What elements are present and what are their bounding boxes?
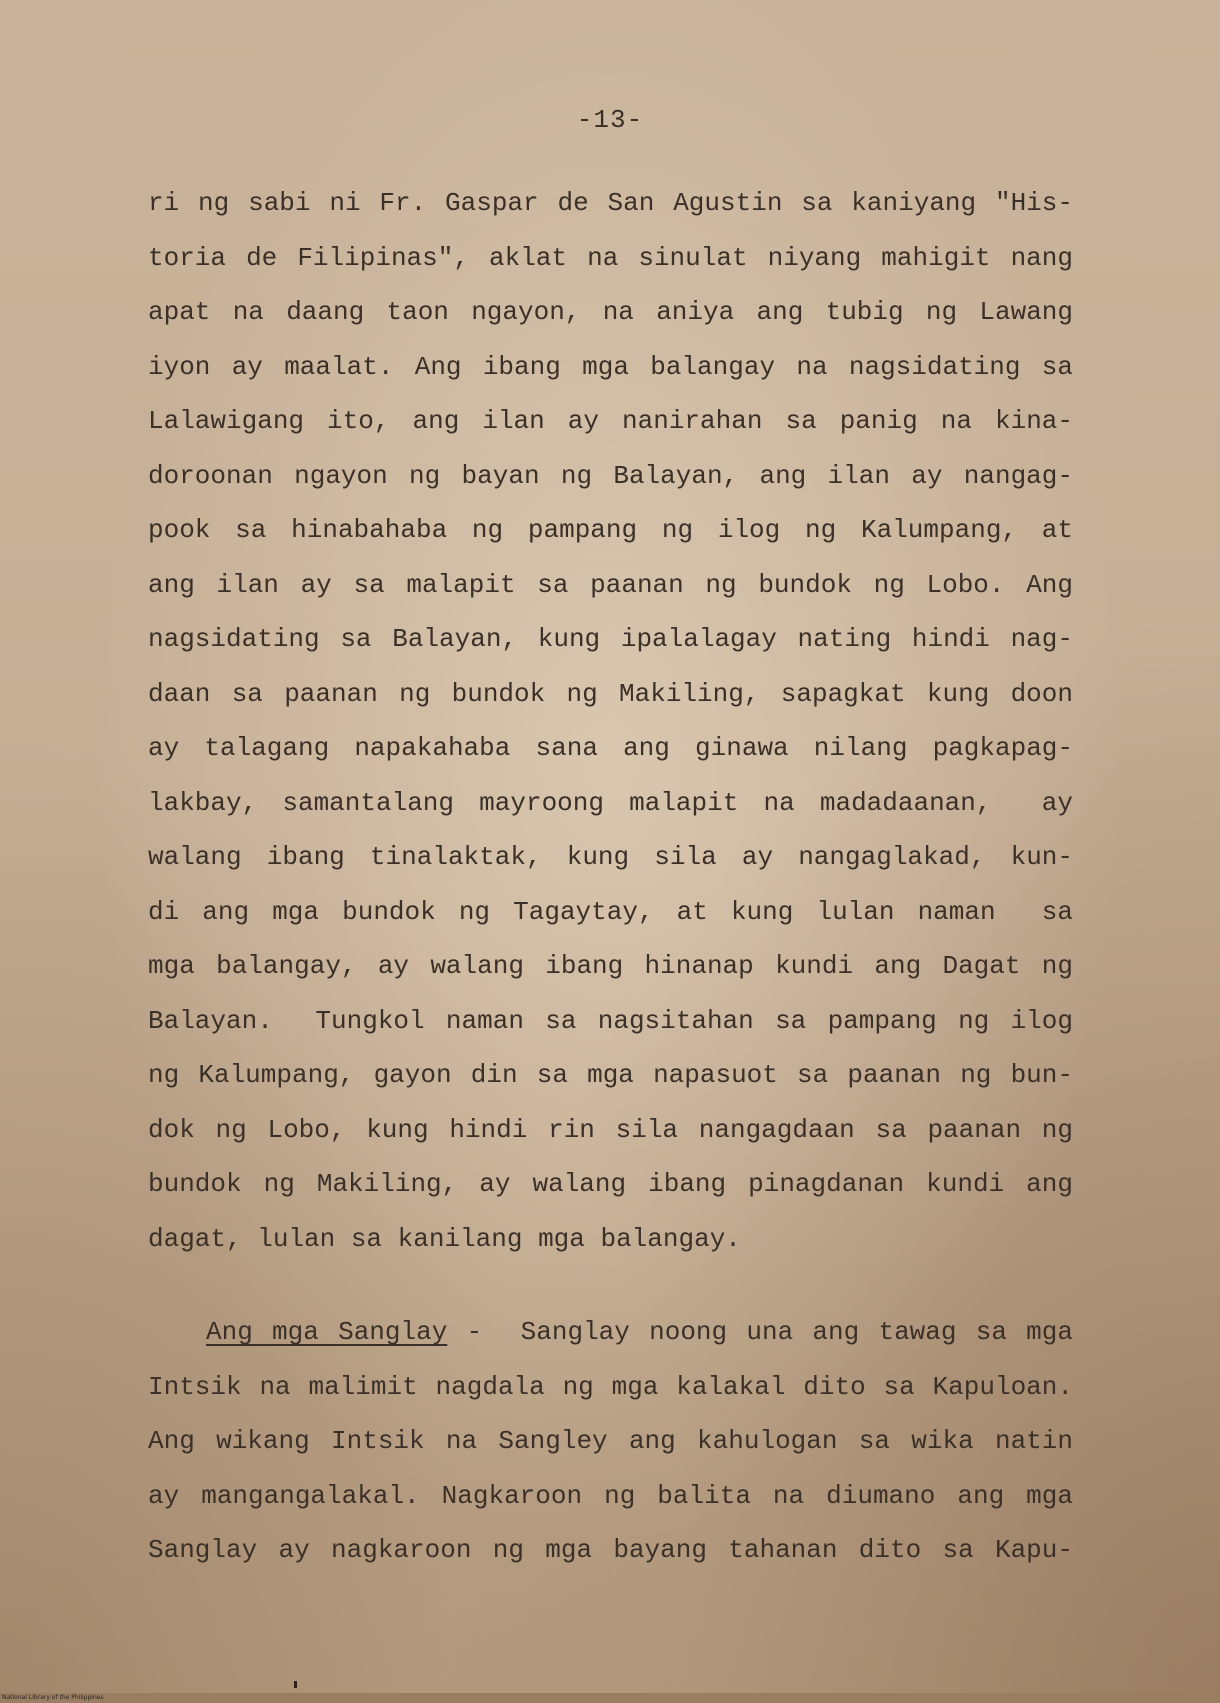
paragraph-line: bundok ng Makiling, ay walang ibang pinagdanan kundi ang <box>148 1169 1073 1199</box>
paragraph-line: Ang wikang Intsik na Sangley ang kahulogan sa wika natin <box>148 1426 1073 1456</box>
paragraph-balangay-settlement <box>148 176 1073 1266</box>
paragraph-line: Intsik na malimit nagdala ng mga kalakal dito sa Kapuloan. <box>148 1371 1073 1402</box>
paragraph-line: mga balangay, ay walang ibang hinanap kundi ang Dagat ng <box>148 951 1073 981</box>
paragraph-line: doroonan ngayon ng bayan ng Balayan, ang ilan ay nangag- <box>148 460 1073 491</box>
paragraph-line: Sanglay ay nagkaroon ng mga bayang tahanan dito sa Kapu- <box>148 1535 1073 1565</box>
paragraph-line: ng Kalumpang, gayon din sa mga napasuot sa paanan ng bun- <box>148 1060 1073 1090</box>
paragraph-line: apat na daang taon ngayon, na aniya ang tubig ng Lawang <box>148 297 1073 327</box>
section-heading: Ang mga Sanglay <box>206 1317 448 1347</box>
heading-suffix-text: - Sanglay noong una ang tawag sa mga <box>447 1317 1073 1347</box>
paragraph-line: pook sa hinabahaba ng pampang ng ilog ng Kalumpang, at <box>148 515 1073 545</box>
paragraph-line: toria de Filipinas", aklat na sinulat niyang mahigit nang <box>148 242 1073 273</box>
ink-mark <box>294 1681 297 1688</box>
paragraph-line: nagsidating sa Balayan, kung ipalalagay nating hindi nag- <box>148 624 1073 654</box>
paragraph-line: ang ilan ay sa malapit sa paanan ng bundok ng Lobo. Ang <box>148 569 1073 600</box>
paragraph-line: Lalawigang ito, ang ilan ay nanirahan sa panig na kina- <box>148 406 1073 436</box>
paragraph-line: lakbay, samantalang mayroong malapit na madadaanan, ay <box>148 787 1073 818</box>
paragraph-line: ay talagang napakahaba sana ang ginawa nilang pagkapag- <box>148 733 1073 763</box>
paragraph-line: ri ng sabi ni Fr. Gaspar de San Agustin sa kaniyang "His- <box>148 188 1073 218</box>
paragraph-sanglay <box>148 1305 1073 1578</box>
paragraph-line: daan sa paanan ng bundok ng Makiling, sapagkat kung doon <box>148 678 1073 709</box>
paragraph-line: di ang mga bundok ng Tagaytay, at kung lulan naman sa <box>148 896 1073 927</box>
page-number: -13- <box>576 105 644 135</box>
paragraph-line: iyon ay maalat. Ang ibang mga balangay na nagsidating sa <box>148 351 1073 382</box>
footer-credit: National Library of the Philippines <box>2 1694 104 1701</box>
paragraph-line: dagat, lulan sa kanilang mga balangay. <box>148 1223 741 1254</box>
paragraph-line: dok ng Lobo, kung hindi rin sila nangagdaan sa paanan ng <box>148 1114 1073 1145</box>
paragraph-line <box>148 1305 1073 1360</box>
paragraph-line: ay mangangalakal. Nagkaroon ng balita na diumano ang mga <box>148 1480 1073 1511</box>
paragraph-line: Balayan. Tungkol naman sa nagsitahan sa pampang ng ilog <box>148 1005 1073 1036</box>
paragraph-line: walang ibang tinalaktak, kung sila ay nangaglakad, kun- <box>148 842 1073 872</box>
